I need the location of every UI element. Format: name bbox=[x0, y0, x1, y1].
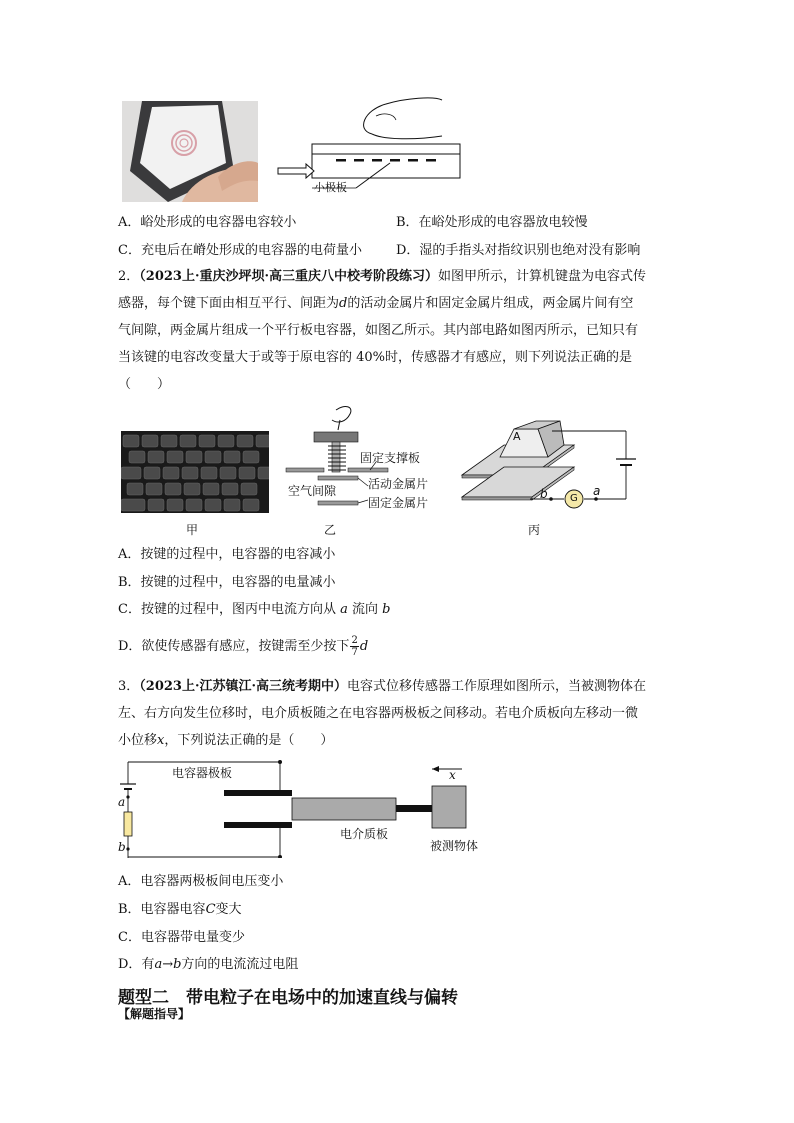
caption-yi: 乙 bbox=[324, 523, 337, 537]
q3-option-b[interactable]: B．电容器电容C变大 bbox=[118, 902, 242, 917]
q2-option-b[interactable]: B．按键的过程中，电容器的电量减小 bbox=[118, 575, 336, 590]
q2-answer-blank: （ ） bbox=[118, 377, 171, 392]
q2-option-a[interactable]: A．按键的过程中，电容器的电容减小 bbox=[118, 547, 336, 562]
small-plate-label: 小极板 bbox=[314, 181, 347, 194]
terminal-b-label: b bbox=[118, 840, 126, 854]
q3-option-c[interactable]: C．电容器带电量变少 bbox=[118, 930, 245, 945]
galvanometer-icon: G bbox=[570, 493, 578, 504]
air-gap-label: 空气间隙 bbox=[288, 484, 337, 498]
keyboard-photo bbox=[121, 431, 269, 513]
point-a-label: a bbox=[593, 484, 601, 498]
q1-option-a[interactable]: A．峪处形成的电容器电容较小 bbox=[118, 215, 297, 230]
q2-stem: 2．（2023上·重庆沙坪坝·高三重庆八中校考阶段练习）如图甲所示，计算机键盘为电容式传 感器，每个键下面由相互平行、间距为d的活动金属片和固定金属片组成，两金属片间有空 气间隙，两金属片组成一个平行板电容器，如图乙所示。其内部电路如图丙所示，已知只有 当该键的电容改变量大于或等于原电容的 40%时，传感器才有感应，则下列说法正确的是 （ ） bbox=[118, 263, 678, 398]
fraction-two-sevenths: $\frac{2}{7}$ bbox=[351, 635, 358, 658]
dielectric-plate-label: 电介质板 bbox=[340, 827, 389, 841]
phone-fingerprint-photo bbox=[122, 101, 258, 202]
support-plate-label: 固定支撑板 bbox=[360, 451, 421, 465]
terminal-a-label: a bbox=[118, 795, 126, 809]
measured-object-label: 被测物体 bbox=[430, 839, 479, 853]
q1-option-c[interactable]: C．充电后在嵴处形成的电容器的电荷量小 bbox=[118, 243, 362, 258]
capacitor-plate-label: 电容器极板 bbox=[172, 766, 233, 780]
key-a-label: A bbox=[513, 430, 521, 443]
section-title: 题型二 带电粒子在电场中的加速直线与偏转 bbox=[118, 988, 458, 1008]
movable-plate-label: 活动金属片 bbox=[368, 477, 429, 491]
q3-stem: 3．（2023上·江苏镇江·高三统考期中）电容式位移传感器工作原理如图所示，当被测物体在 左、右方向发生位移时，电介质板随之在电容器两极板之间移动。若电介质板向左移动一微 小位移x，下列说法正确的是（ ） bbox=[118, 679, 647, 748]
q2-number: 2． bbox=[118, 269, 140, 284]
q3-number: 3． bbox=[118, 679, 140, 694]
solution-guide-label: 【解题指导】 bbox=[118, 1007, 191, 1021]
q3-option-d[interactable]: D．有a→b方向的电流流过电阻 bbox=[118, 957, 299, 972]
q1-option-d[interactable]: D．湿的手指头对指纹识别也绝对没有影响 bbox=[396, 243, 641, 258]
q3-source: （2023上·江苏镇江·高三统考期中） bbox=[139, 679, 348, 694]
q2-source: （2023上·重庆沙坪坝·高三重庆八中校考阶段练习） bbox=[139, 269, 439, 284]
caption-bing: 丙 bbox=[528, 523, 541, 537]
caption-jia: 甲 bbox=[186, 523, 199, 537]
q1-option-b[interactable]: B．在峪处形成的电容器放电较慢 bbox=[396, 215, 588, 230]
q2-option-c[interactable]: C．按键的过程中，图丙中电流方向从 a 流向 b bbox=[118, 602, 391, 617]
q2-option-d[interactable]: D．欲使传感器有感应，按键需至少按下 $\frac{2}{7}$ d bbox=[118, 635, 369, 658]
point-b-label: b bbox=[540, 487, 548, 501]
displacement-x-label: x bbox=[449, 768, 456, 782]
capacitor-finger-diagram bbox=[276, 96, 466, 202]
q3-option-a[interactable]: A．电容器两极板间电压变小 bbox=[118, 874, 284, 889]
circuit-diagram-bing bbox=[456, 413, 642, 516]
fixed-plate-label: 固定金属片 bbox=[368, 496, 429, 510]
